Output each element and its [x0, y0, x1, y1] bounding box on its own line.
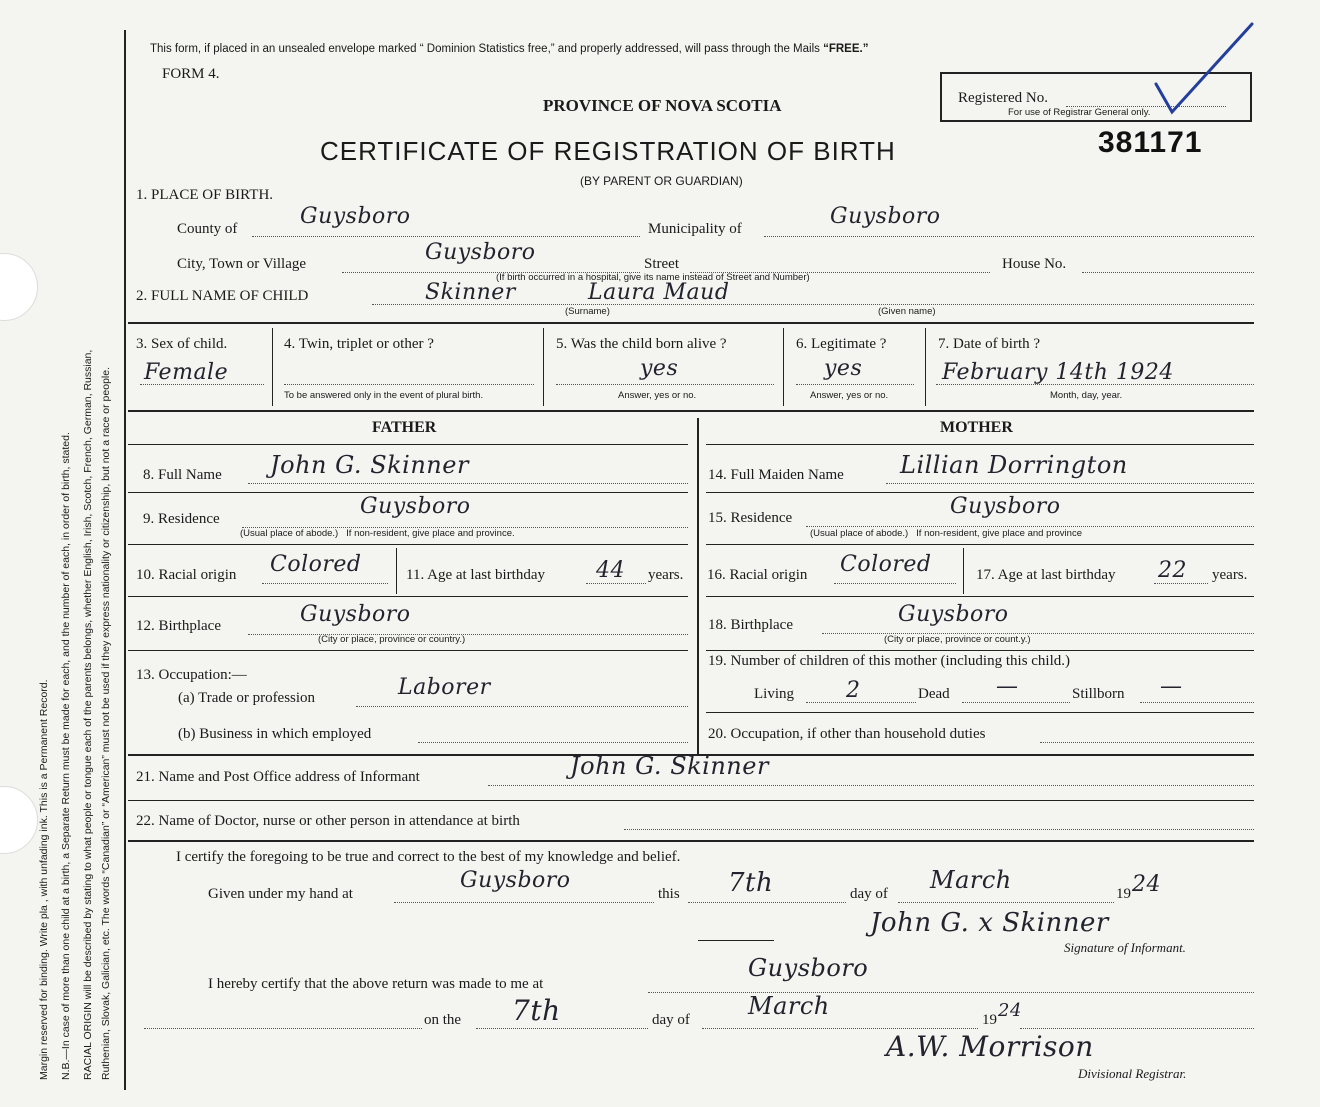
on-the-label: on the	[424, 1012, 462, 1028]
center-divider	[697, 418, 699, 754]
registrar-signature-label: Divisional Registrar.	[1078, 1066, 1187, 1081]
child-surname-value: Skinner	[425, 280, 516, 305]
legitimate-line	[796, 384, 914, 385]
legitimate-label: 6. Legitimate ?	[796, 336, 887, 352]
father-birthplace-label: 12. Birthplace	[136, 618, 221, 634]
page-title: CERTIFICATE OF REGISTRATION OF BIRTH	[320, 136, 896, 166]
alive-line	[556, 384, 774, 385]
municipality-line	[764, 236, 1254, 237]
mother-heading: MOTHER	[940, 419, 1013, 436]
divider	[128, 596, 688, 597]
father-heading: FATHER	[372, 419, 437, 436]
registrar-place-line	[648, 992, 1254, 993]
divider	[706, 492, 1254, 493]
county-line	[252, 236, 640, 237]
stillborn-line	[1140, 702, 1254, 703]
father-residence-label: 9. Residence	[143, 511, 220, 527]
mother-racial-value: Colored	[840, 552, 932, 577]
given-label: Given under my hand at	[208, 886, 353, 902]
mother-racial-label: 16. Racial origin	[707, 567, 808, 583]
given-place-line	[394, 902, 654, 903]
side-note-racial-origin-cont: Ruthenian, Slovak, Galician, etc. The words “Canadian” or “American” must not be used if they express nationality or citizenship, but not a race or people.	[100, 366, 112, 1080]
divider	[698, 940, 774, 941]
day-of-label: day of	[850, 886, 888, 902]
sex-value: Female	[144, 360, 229, 385]
attendant-line	[624, 829, 1254, 830]
divider	[128, 800, 1254, 801]
checkmark-icon	[1150, 18, 1260, 122]
registrar-note: For use of Registrar General only.	[1008, 107, 1151, 118]
father-racial-line	[262, 583, 388, 584]
sex-label: 3. Sex of child.	[136, 336, 228, 352]
dob-line	[936, 384, 1254, 385]
given-place-value: Guysboro	[460, 868, 571, 893]
registrar-year-prefix: 19	[982, 1012, 997, 1028]
this-label: this	[658, 886, 680, 902]
mother-birthplace-label: 18. Birthplace	[708, 617, 793, 633]
trade-value: Laborer	[398, 675, 491, 700]
father-age-line	[586, 583, 646, 584]
mother-age-label: 17. Age at last birthday	[976, 567, 1116, 583]
children-label: 19. Number of children of this mother (including this child.)	[708, 653, 1071, 669]
surname-caption: (Surname)	[565, 306, 610, 317]
given-month-value: March	[930, 866, 1012, 894]
business-label: (b) Business in which employed	[178, 726, 372, 742]
registrar-pre-line	[144, 1028, 422, 1029]
registrar-month-value: March	[748, 992, 830, 1020]
registrar-year-line	[1020, 1028, 1254, 1029]
divider	[128, 544, 688, 545]
stillborn-label: Stillborn	[1072, 686, 1125, 702]
mother-occupation-label: 20. Occupation, if other than household duties	[708, 726, 986, 742]
informant-label: 21. Name and Post Office address of Informant	[136, 769, 420, 785]
place-section-label: 1. PLACE OF BIRTH.	[136, 187, 274, 203]
father-birthplace-note: (City or place, province or country.)	[318, 634, 466, 645]
attendant-label: 22. Name of Doctor, nurse or other person in attendance at birth	[136, 813, 520, 829]
informant-line	[488, 785, 1254, 786]
dob-note: Month, day, year.	[1050, 390, 1123, 401]
dead-line	[962, 702, 1070, 703]
informant-signature-label: Signature of Informant.	[1064, 940, 1186, 955]
mother-birthplace-note: (City or place, province or count.y.)	[884, 634, 1031, 645]
divider	[706, 650, 1254, 651]
father-racial-label: 10. Racial origin	[136, 567, 237, 583]
living-line	[806, 702, 916, 703]
informant-signature: John G. x Skinner	[870, 908, 1109, 938]
mother-residence-value: Guysboro	[950, 494, 1061, 519]
divider	[128, 650, 688, 651]
county-value: Guysboro	[300, 204, 411, 229]
registered-label: Registered No.	[958, 90, 1048, 106]
registrar-place-value: Guysboro	[748, 954, 869, 982]
mother-residence-label: 15. Residence	[708, 510, 793, 526]
child-name-label: 2. FULL NAME OF CHILD	[136, 288, 309, 304]
month-line	[898, 902, 1114, 903]
dead-value: —	[996, 674, 1019, 699]
registrar-day-of-label: day of	[652, 1012, 690, 1028]
alive-value: yes	[640, 356, 679, 381]
mother-residence-line	[806, 526, 1254, 527]
divider	[706, 712, 1254, 713]
father-occupation-label: 13. Occupation:—	[136, 667, 247, 683]
father-residence-note: (Usual place of abode.) If non-resident, give place and province.	[240, 528, 515, 539]
certify-statement: I certify the foregoing to be true and correct to the best of my knowledge and belief.	[176, 849, 681, 865]
given-day-value: 7th	[728, 868, 774, 898]
father-age-unit: years.	[648, 567, 684, 583]
house-line	[1082, 272, 1254, 273]
divider	[128, 410, 1254, 412]
municipality-value: Guysboro	[830, 204, 941, 229]
mother-age-unit: years.	[1212, 567, 1248, 583]
business-line	[418, 742, 688, 743]
registration-number: 381171	[1098, 126, 1203, 159]
divider	[783, 328, 784, 406]
mother-name-label: 14. Full Maiden Name	[708, 467, 844, 483]
given-caption: (Given name)	[878, 306, 936, 317]
mother-name-value: Lillian Dorrington	[900, 451, 1128, 479]
mother-residence-note: (Usual place of abode.) If non-resident, give place and province	[810, 528, 1082, 539]
binding-hole	[0, 253, 38, 321]
day-line	[688, 902, 846, 903]
father-birthplace-line	[248, 634, 688, 635]
mother-birthplace-value: Guysboro	[898, 602, 1009, 627]
legitimate-note: Answer, yes or no.	[810, 390, 889, 401]
divider	[543, 328, 544, 406]
divider	[963, 548, 964, 594]
province-heading: PROVINCE OF NOVA SCOTIA	[543, 96, 782, 115]
sex-line	[140, 384, 264, 385]
registrar-month-line	[702, 1028, 978, 1029]
father-name-value: John G. Skinner	[270, 451, 469, 479]
dob-value: February 14th 1924	[942, 360, 1174, 385]
divider	[706, 596, 1254, 597]
house-label: House No.	[1002, 256, 1067, 272]
form-number: FORM 4.	[162, 66, 220, 82]
side-note-racial-origin: RACIAL ORIGIN will be described by stating to what people or tongue each of the parents belongs, whether English, Irish, Scotch, French, German, Russian,	[82, 349, 94, 1080]
divider	[128, 492, 688, 493]
divider	[396, 548, 397, 594]
given-year-value: 24	[1132, 872, 1161, 897]
registrar-signature: A.W. Morrison	[886, 1030, 1094, 1063]
municipality-label: Municipality of	[648, 221, 742, 237]
father-name-line	[248, 483, 688, 484]
living-label: Living	[754, 686, 794, 702]
father-name-label: 8. Full Name	[143, 467, 222, 483]
registrar-day-value: 7th	[512, 994, 561, 1027]
trade-label: (a) Trade or profession	[178, 690, 316, 706]
side-note-binding: Margin reserved for binding. Write pla , with unfading ink. This is a Permanent Record.	[38, 679, 50, 1080]
city-label: City, Town or Village	[177, 256, 307, 272]
father-residence-value: Guysboro	[360, 494, 471, 519]
legitimate-value: yes	[824, 356, 863, 381]
side-note-multiple-births: N.B.—In case of more than one child at a birth, a Separate Return must be made for each, and the number of each, in order of birth, stated.	[60, 432, 72, 1080]
street-label: Street	[644, 256, 679, 272]
twin-line	[284, 384, 534, 385]
mother-age-value: 22	[1158, 558, 1187, 583]
mother-name-line	[886, 483, 1254, 484]
father-birthplace-value: Guysboro	[300, 602, 411, 627]
divider	[706, 444, 1254, 445]
mail-notice: This form, if placed in an unsealed envelope marked “ Dominion Statistics free,” and properly addressed, will pass through the Mails “FREE.”	[150, 43, 869, 55]
father-age-label: 11. Age at last birthday	[406, 567, 545, 583]
living-value: 2	[846, 678, 861, 703]
registrar-year-value: 24	[998, 1000, 1022, 1021]
divider	[128, 322, 1254, 324]
divider	[128, 840, 1254, 842]
divider	[272, 328, 273, 406]
alive-note: Answer, yes or no.	[618, 390, 697, 401]
year-prefix: 19	[1116, 886, 1131, 902]
divider	[706, 544, 1254, 545]
dob-label: 7. Date of birth ?	[938, 336, 1041, 352]
mother-racial-line	[834, 583, 956, 584]
county-label: County of	[177, 221, 238, 237]
city-value: Guysboro	[425, 240, 536, 265]
divider	[128, 444, 688, 445]
alive-label: 5. Was the child born alive ?	[556, 336, 727, 352]
hospital-note: (If birth occurred in a hospital, give its name instead of Street and Number)	[496, 272, 810, 283]
page-subtitle: (BY PARENT OR GUARDIAN)	[580, 174, 743, 188]
mother-occupation-line	[1040, 742, 1254, 743]
father-racial-value: Colored	[270, 552, 362, 577]
stillborn-value: —	[1160, 674, 1183, 699]
mother-age-line	[1154, 583, 1208, 584]
trade-line	[356, 706, 688, 707]
registrar-day-line	[476, 1028, 648, 1029]
divider	[925, 328, 926, 406]
child-given-value: Laura Maud	[588, 280, 730, 305]
margin-rule	[124, 30, 126, 1090]
informant-value: John G. Skinner	[570, 752, 769, 780]
father-age-value: 44	[596, 558, 625, 583]
binding-hole	[0, 786, 38, 854]
registrar-statement: I hereby certify that the above return was made to me at	[208, 976, 544, 992]
dead-label: Dead	[918, 686, 950, 702]
twin-label: 4. Twin, triplet or other ?	[284, 336, 434, 352]
twin-note: To be answered only in the event of plural birth.	[284, 390, 484, 401]
